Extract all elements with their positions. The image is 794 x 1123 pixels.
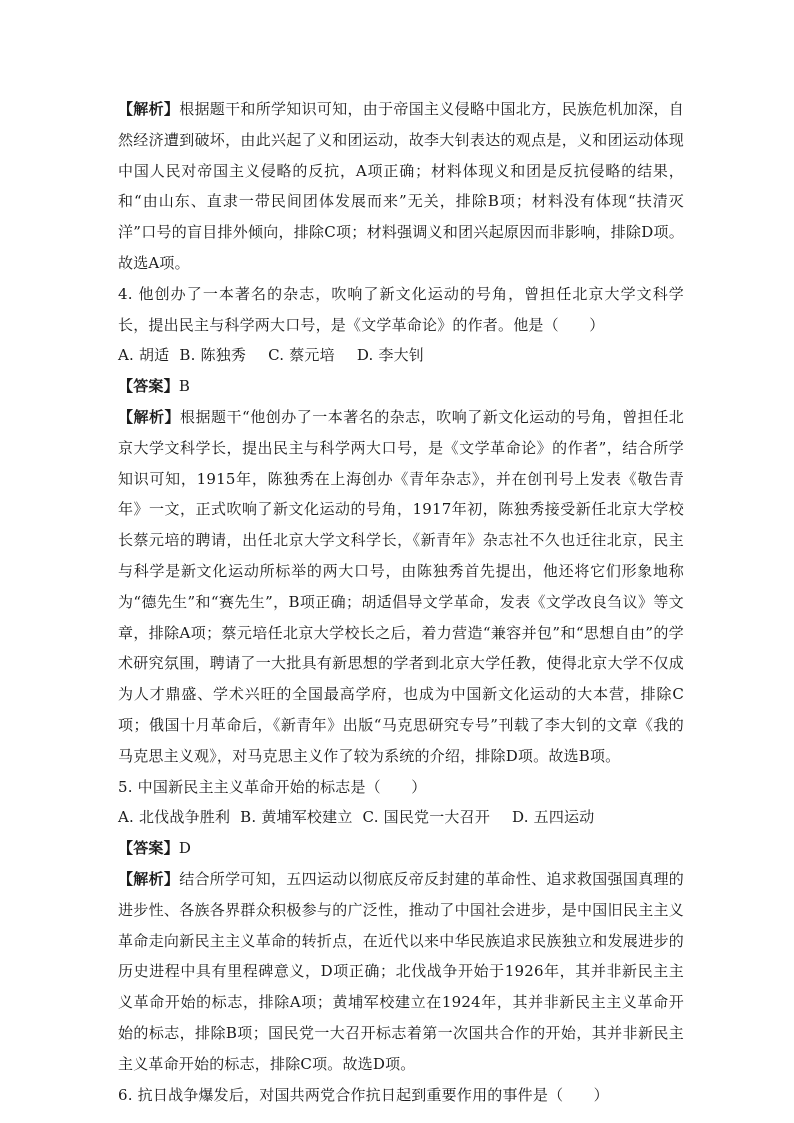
answer-label: 【答案】 bbox=[118, 377, 179, 396]
option-b: B. 陈独秀 bbox=[179, 346, 247, 365]
analysis-label: 【解析】 bbox=[118, 407, 181, 426]
question-6: 6. 抗日战争爆发后，对国共两党合作抗日起到重要作用的事件是（ ） bbox=[118, 1085, 609, 1104]
answer-value: D bbox=[178, 839, 192, 858]
analysis-text: 根据题干“他创办了一本著名的杂志，吹响了新文化运动的号角，曾担任北京大学文科学长，提出民主与科学两大口号，是《文学革命论》的作者”，结合所学知识可知，1915年，陈独秀在上海创办《青年杂志》，并在创刊号上发表《敬告青年》一文，正式吹响了新文化运动的号角，1917年初，陈独秀接受新任北京大学校长蔡元培的聘请，出任北京大学文科学长，《新青年》杂志社不久也迁往北京，民主与科学是新文化运动所标举的两大口号，由陈独秀首先提出，他还将它们形象地称为“德先生”和“赛先生”，B项正确；胡适倡导文学革命，发表《文学改良刍议》等文章，排除A项；蔡元培任北京大学校长之后，着力营造“兼容并包”和“思想自由”的学术研究氛围，聘请了一大批具有新思想的学者到北京大学任教，使得北京大学不仅成为人才鼎盛、学术兴旺的全国最高学府，也成为中国新文化运动的大本营，排除C项；俄国十月革命后，《新青年》出版“马克思研究专号”刊载了李大钊的文章《我的马克思主义观》，对马克思主义作了较为系统的介绍，排除D项。故选B项。 bbox=[118, 407, 684, 765]
analysis-paragraph-q5 bbox=[118, 864, 684, 1080]
option-a: A. 北伐战争胜利 bbox=[118, 808, 231, 827]
option-d: D. 李大钊 bbox=[356, 346, 425, 365]
option-d: D. 五四运动 bbox=[512, 808, 595, 827]
options-q5 bbox=[118, 802, 684, 833]
option-a: A. 胡适 bbox=[118, 346, 170, 365]
options-q4 bbox=[118, 340, 684, 371]
document-page bbox=[118, 94, 684, 1110]
answer-q4 bbox=[118, 371, 684, 402]
answer-value: B bbox=[178, 377, 191, 396]
question-5: 5. 中国新民主主义革命开始的标志是（ ） bbox=[118, 777, 427, 796]
analysis-paragraph-q3 bbox=[118, 94, 684, 279]
analysis-text: 根据题干和所学知识可知，由于帝国主义侵略中国北方，民族危机加深，自然经济遭到破坏，由此兴起了义和团运动，故李大钊表达的观点是，义和团运动体现中国人民对帝国主义侵略的反抗，A项正确；材料体现义和团是反抗侵略的结果，和“由山东、直隶一带民间团体发展而来”无关，排除B项；材料没有体现“扶清灭洋”口号的盲目排外倾向，排除C项；材料强调义和团兴起原因而非影响，排除D项。故选A项。 bbox=[118, 100, 684, 272]
option-b: B. 黄埔军校建立 bbox=[240, 808, 353, 827]
analysis-label: 【解析】 bbox=[118, 869, 180, 888]
analysis-text: 结合所学可知，五四运动以彻底反帝反封建的革命性、追求救国强国真理的进步性、各族各界群众积极参与的广泛性，推动了中国社会进步，是中国旧民主主义革命走向新民主主义革命的转折点，在近代以来中华民族追求民族独立和发展进步的历史进程中具有里程碑意义，D项正确；北伐战争开始于1926年，其并非新民主主义革命开始的标志，排除A项；黄埔军校建立在1924年，其并非新民主主义革命开始的标志，排除B项；国民党一大召开标志着第一次国共合作的开始，其并非新民主主义革命开始的标志，排除C项。故选D项。 bbox=[118, 869, 684, 1073]
answer-q5 bbox=[118, 833, 684, 864]
option-c: C. 国民党一大召开 bbox=[362, 808, 491, 827]
question-4: 4. 他创办了一本著名的杂志，吹响了新文化运动的号角，曾担任北京大学文科学长，提出民主与科学两大口号，是《文学革命论》的作者。他是（ ） bbox=[118, 284, 684, 334]
analysis-label: 【解析】 bbox=[118, 100, 180, 118]
option-c: C. 蔡元培 bbox=[268, 346, 335, 365]
analysis-paragraph-q4 bbox=[118, 402, 684, 772]
answer-label: 【答案】 bbox=[118, 839, 179, 858]
